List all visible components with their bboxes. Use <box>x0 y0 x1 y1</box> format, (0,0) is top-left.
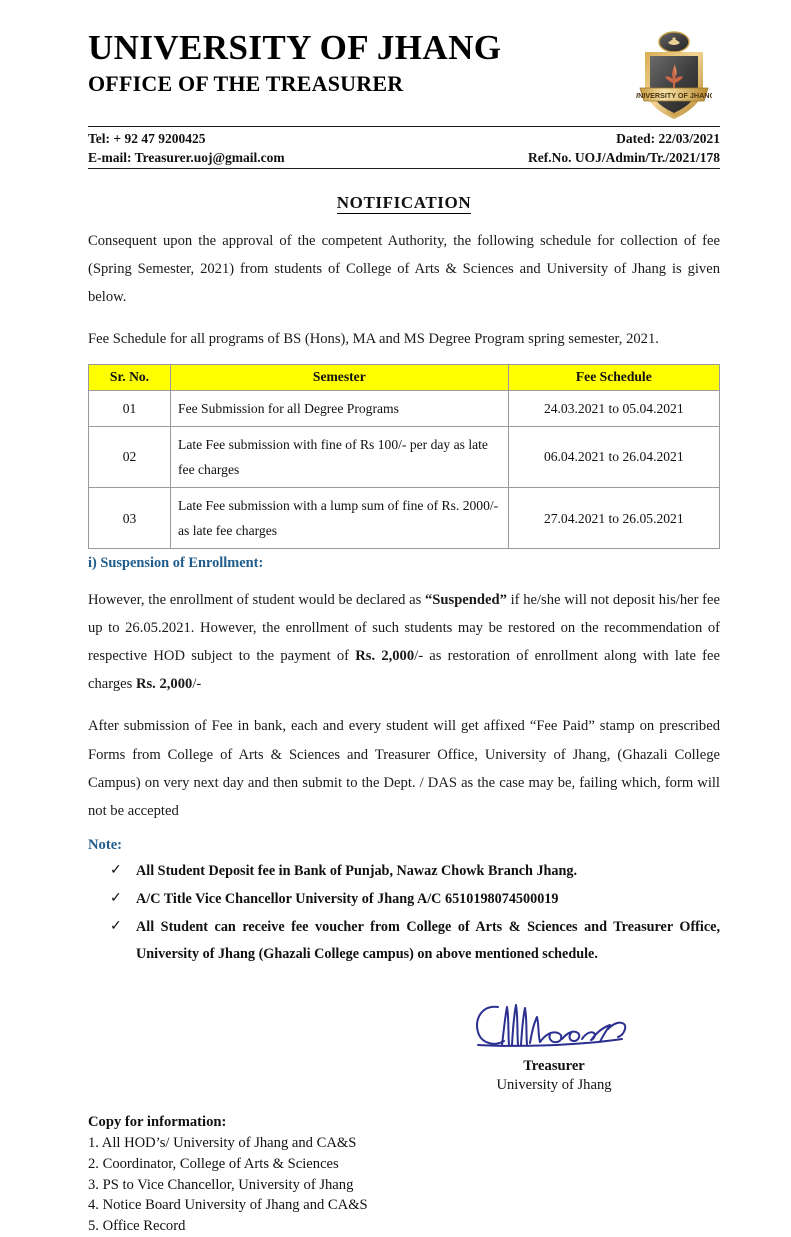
copy-for-information-block <box>88 1112 720 1237</box>
signature-block <box>404 999 704 1096</box>
column-header-fee-schedule: Fee Schedule <box>508 365 719 390</box>
cell-semester: Fee Submission for all Degree Programs <box>171 390 509 426</box>
list-item: 4. Notice Board University of Jhang and CA&S <box>88 1197 368 1214</box>
contact-bar <box>88 129 720 167</box>
list-item: 3. PS to Vice Chancellor, University of Jhang <box>88 1176 354 1193</box>
stamp-paragraph: After submission of Fee in bank, each and every student will get affixed “Fee Paid” stamp on prescribed Forms from College of Arts & Sciences and Treasurer Office, University of Jhang, (Ghazali College Campus) on very next day and then submit to the Dept. / DAS as the case may be, failing which, form will not be accepted <box>88 718 720 819</box>
list-item: 2. Coordinator, College of Arts & Sciences <box>88 1155 339 1172</box>
schedule-line: Fee Schedule for all programs of BS (Hons), MA and MS Degree Program spring semester, 2021. <box>88 331 659 348</box>
telephone-text: Tel: + 92 47 9200425 <box>88 131 206 146</box>
contact-row-2 <box>88 148 720 167</box>
note-list <box>88 858 720 969</box>
page-title <box>88 193 720 213</box>
contact-row-1 <box>88 129 720 148</box>
copy-heading: Copy for information: <box>88 1113 227 1130</box>
office-name: OFFICE OF THE TREASURER <box>88 71 404 97</box>
cell-sr-no: 03 <box>89 488 171 549</box>
restoration-amount: Rs. 2,000 <box>355 648 415 665</box>
header-divider-bottom <box>88 168 720 169</box>
cell-fee-schedule: 24.03.2021 to 05.04.2021 <box>508 390 719 426</box>
suspension-text-2: if he/she will not deposit his/her fee up to 26.05.2021. However, the enrollment of such students may be restored on the recommendation of respective HOD subject to the payment of <box>88 592 721 665</box>
table-row <box>89 488 720 549</box>
note-heading: Note: <box>88 836 123 853</box>
signature-ink <box>404 999 704 1057</box>
late-fee-amount: Rs. 2,000 <box>135 676 193 693</box>
cell-fee-schedule: 27.04.2021 to 26.05.2021 <box>508 488 719 549</box>
dated-text: Dated: 22/03/2021 <box>616 131 720 146</box>
column-header-semester: Semester <box>171 365 509 390</box>
cell-fee-schedule: 06.04.2021 to 26.04.2021 <box>508 426 719 487</box>
suspension-text-1: However, the enrollment of student would be declared as <box>88 592 425 609</box>
table-row <box>89 426 720 487</box>
list-item <box>110 858 720 885</box>
reference-number-text: Ref.No. UOJ/Admin/Tr./2021/178 <box>527 150 720 166</box>
suspended-keyword: “Suspended” <box>424 592 507 609</box>
document-content <box>88 28 720 1237</box>
suspension-paragraph <box>88 586 720 698</box>
list-item: 5. Office Record <box>88 1218 186 1235</box>
header-divider-top <box>88 126 720 127</box>
list-item <box>110 914 720 969</box>
intro-paragraph: Consequent upon the approval of the competent Authority, the following schedule for collection of fee (Spring Semester, 2021) from students of College of Arts & Sciences and University of Jhang is given below. <box>88 233 720 306</box>
check-icon: ✓ <box>110 862 122 878</box>
check-icon: ✓ <box>110 919 122 935</box>
table-row <box>89 390 720 426</box>
cell-semester: Late Fee submission with a lump sum of fine of Rs. 2000/- as late fee charges <box>171 488 509 549</box>
university-name: UNIVERSITY OF JHANG <box>88 28 502 67</box>
note-item-text: All Student can receive fee voucher from College of Arts & Sciences and Treasurer Office, University of Jhang (Ghazali College campus) on above mentioned schedule. <box>136 919 720 963</box>
page-title-text: NOTIFICATION <box>336 193 472 213</box>
signatory-designation: Treasurer <box>523 1057 585 1074</box>
suspension-text-3: /- as restoration of enrollment along with late fee charges <box>88 648 721 693</box>
crest-banner-text: UNIVERSITY OF JHANG <box>636 91 712 100</box>
list-item <box>110 886 720 913</box>
signatory-organization: University of Jhang <box>496 1077 612 1094</box>
cell-semester: Late Fee submission with fine of Rs 100/- per day as late fee charges <box>171 426 509 487</box>
suspension-heading: i) Suspension of Enrollment: <box>88 555 264 572</box>
note-item-text: A/C Title Vice Chancellor University of Jhang A/C 6510198074500019 <box>136 890 559 907</box>
suspension-text-4: /- <box>192 676 202 693</box>
university-crest-logo <box>636 30 712 122</box>
note-item-text: All Student Deposit fee in Bank of Punjab, Nawaz Chowk Branch Jhang. <box>136 862 578 879</box>
email-text: E-mail: Treasurer.uoj@gmail.com <box>88 150 285 166</box>
cell-sr-no: 01 <box>89 390 171 426</box>
copy-list <box>88 1133 720 1237</box>
column-header-sr-no: Sr. No. <box>89 365 171 390</box>
cell-sr-no: 02 <box>89 426 171 487</box>
list-item: 1. All HOD’s/ University of Jhang and CA&S <box>88 1135 357 1152</box>
table-header-row <box>89 365 720 390</box>
letterhead <box>88 28 720 116</box>
fee-schedule-table <box>88 364 720 549</box>
check-icon: ✓ <box>110 890 122 906</box>
